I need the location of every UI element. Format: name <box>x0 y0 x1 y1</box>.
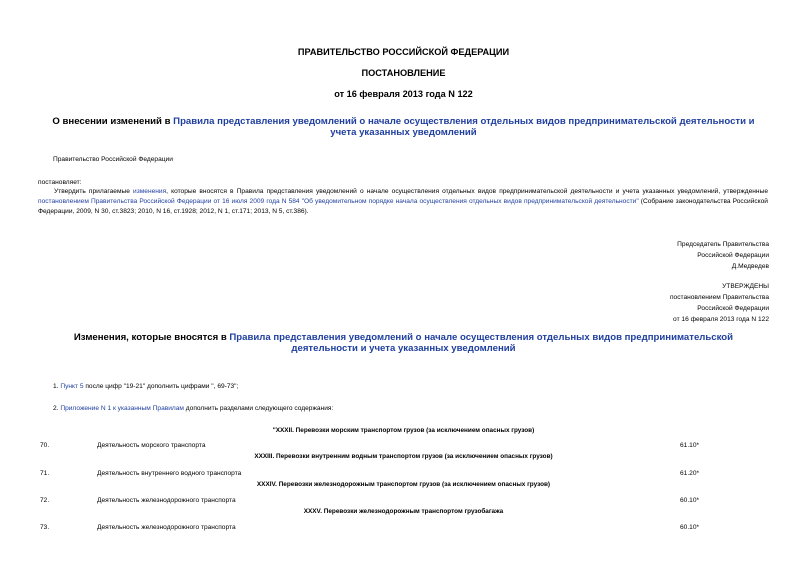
changes-link[interactable]: изменения <box>133 188 167 195</box>
approved-line-2: постановлением Правительства <box>669 294 769 301</box>
signature-line-2: Российской Федерации <box>697 252 769 259</box>
changes-title-prefix: Изменения, которые вносятся в <box>73 332 230 343</box>
resolution-text-b: , которые вносятся в Правила представления уведомлений о начале осуществления отдельных видов предпринимательской деятельности и учета указанных уведомлений, утвержденные <box>166 188 768 195</box>
rules-link[interactable]: Правила представления уведомлений о начале осуществления отдельных видов предпринимательской деятельности и учета указанных уведомлений <box>173 116 755 138</box>
resolution-text-c: (Собрание законодательства Российской Федерации, 2009, N 30, ст.3823; 2010, N 16, ст.1928; 2012, N 1, ст.171; 2013, N 5, ст.386). <box>38 198 768 215</box>
signature-line-1: Председатель Правительства <box>677 241 769 248</box>
row-number: 71. <box>40 470 50 477</box>
document-title-prefix: О внесении изменений в <box>52 116 174 127</box>
signature-block <box>677 239 769 272</box>
item-1-text: после цифр "19-21" дополнить цифрами ", 69-73"; <box>83 383 239 390</box>
row-activity: Деятельность морского транспорта <box>97 442 206 449</box>
rules-link-2[interactable]: Правила представления уведомлений о начале осуществления отдельных видов предпринимательской деятельности и учета указанных уведомлений <box>229 332 734 354</box>
row-code: 61.20* <box>680 470 700 477</box>
document-type: ПОСТАНОВЛЕНИЕ <box>361 68 446 78</box>
row-activity: Деятельность внутреннего водного транспорта <box>97 470 242 477</box>
row-activity: Деятельность железнодорожного транспорта <box>97 497 236 504</box>
section-heading: XXXV. Перевозки железнодорожным транспортом грузобагажа <box>303 508 504 515</box>
resolves-text: постановляет: <box>38 179 82 186</box>
item-1-number: 1. <box>53 383 61 390</box>
item-2 <box>53 404 333 414</box>
government-heading: ПРАВИТЕЛЬСТВО РОССИЙСКОЙ ФЕДЕРАЦИИ <box>297 47 510 57</box>
item-2-number: 2. <box>53 405 61 412</box>
row-number: 73. <box>40 524 50 531</box>
row-code: 60.10* <box>680 524 700 531</box>
document-date-number: от 16 февраля 2013 года N 122 <box>334 89 473 99</box>
table-row <box>40 497 770 507</box>
table-row <box>40 442 770 452</box>
approved-block <box>670 281 769 325</box>
row-number: 72. <box>40 497 50 504</box>
section-heading: XXXIII. Перевозки внутренним водным транспортом грузов (за исключением опасных грузов) <box>254 453 553 460</box>
item-2-text: дополнить разделами следующего содержания: <box>183 405 334 412</box>
row-code: 60.10* <box>680 497 700 504</box>
decree-584-link[interactable]: постановлением Правительства Российской Федерации от 16 июля 2009 года N 584 "Об уведомительном порядке начала осуществления отдельных видов предпринимательской деятельности" <box>38 198 639 205</box>
intro-text: Правительство Российской Федерации <box>53 156 173 163</box>
approved-line-3: Российской Федерации <box>697 305 769 312</box>
paragraph-5-link[interactable]: Пункт 5 <box>60 383 84 390</box>
section-heading: XXXIV. Перевозки железнодорожным транспортом грузов (за исключением опасных грузов) <box>256 481 551 488</box>
approved-line-4: от 16 февраля 2013 года N 122 <box>673 316 769 323</box>
document-title <box>40 116 767 138</box>
row-number: 70. <box>40 442 50 449</box>
row-activity: Деятельность железнодорожного транспорта <box>97 524 236 531</box>
resolution-paragraph <box>38 187 768 217</box>
changes-title <box>40 332 767 354</box>
signature-name: Д.Медведев <box>731 263 769 270</box>
resolution-text-a: Утвердить прилагаемые <box>54 188 134 195</box>
appendix-1-link[interactable]: Приложение N 1 к указанным Правилам <box>60 405 184 412</box>
row-code: 61.10* <box>680 442 700 449</box>
section-heading: "XXXII. Перевозки морским транспортом грузов (за исключением опасных грузов) <box>272 427 535 434</box>
item-1 <box>53 382 238 392</box>
table-row <box>40 524 770 534</box>
table-row <box>40 470 770 480</box>
approved-line-1: УТВЕРЖДЕНЫ <box>722 283 769 290</box>
